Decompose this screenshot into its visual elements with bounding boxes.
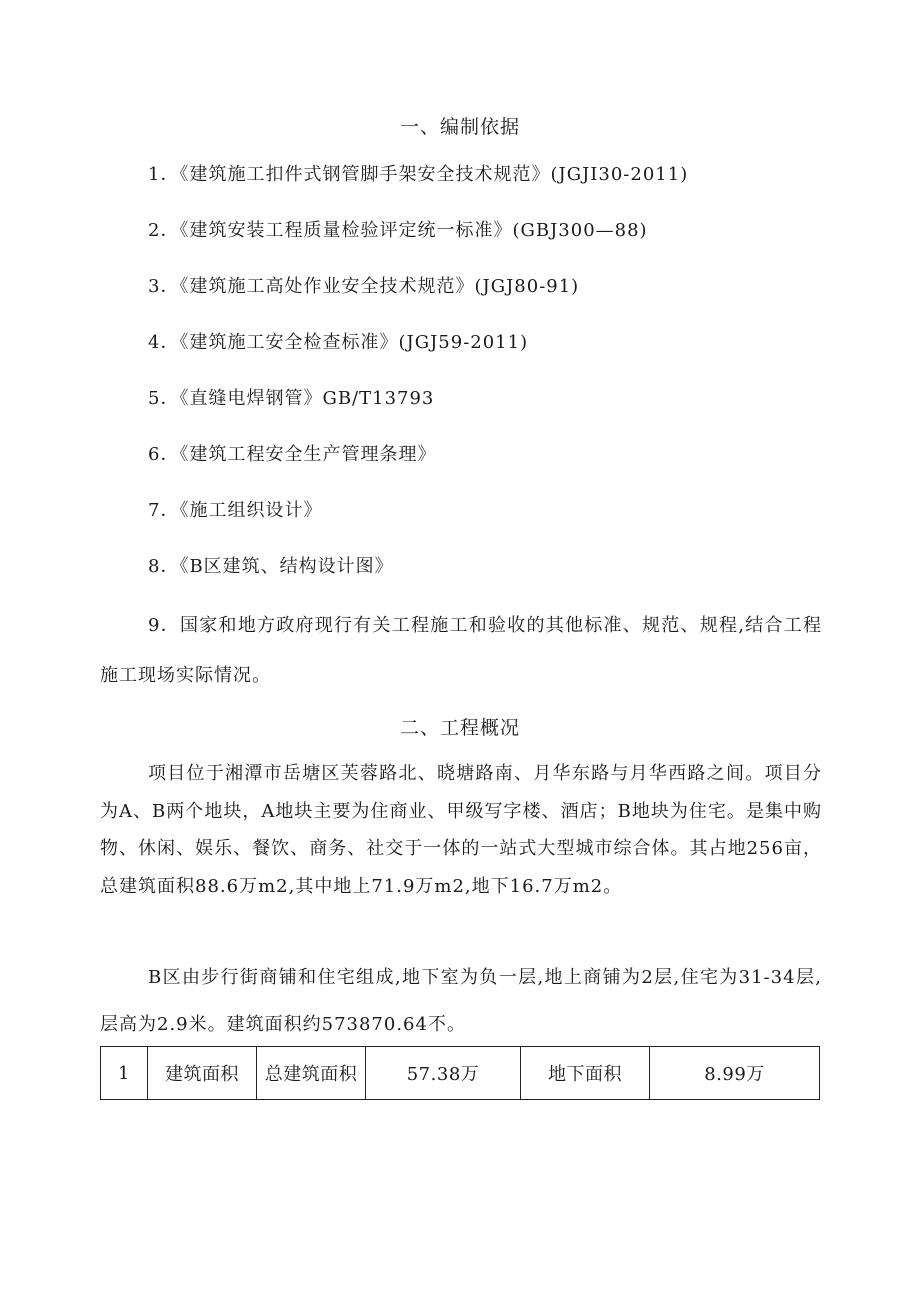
basis-item-6: 6．《建筑工程安全生产管理条理》 (148, 444, 437, 465)
basis-item-8: 8．《B区建筑、结构设计图》 (148, 556, 394, 577)
basis-item-1: 1．《建筑施工扣件式钢管脚手架安全技术规范》(JGJI30-2011) (148, 164, 689, 185)
basis-item-9: 9．国家和地方政府现行有关工程施工和验收的其他标准、规范、规程,结合工程施工现场实际情况。 (100, 615, 822, 686)
overview-paragraph-2: B区由步行街商铺和住宅组成,地下室为负一层,地上商铺为2层,住宅为31-34层,层高为2.9米。建筑面积约573870.64不。 (100, 967, 822, 1035)
area-table (100, 1046, 820, 1100)
table-cell-label: 建筑面积 (148, 1047, 257, 1100)
basis-item-2: 2．《建筑安装工程质量检验评定统一标准》(GBJ300—88) (148, 220, 648, 241)
table-cell-underground-label: 地下面积 (521, 1047, 650, 1100)
section-title-basis: 一、编制依据 (399, 116, 520, 138)
table-cell-underground-value: 8.99万 (650, 1047, 820, 1100)
basis-item-3: 3．《建筑施工高处作业安全技术规范》(JGJ80-91) (148, 276, 580, 297)
overview-paragraph-1: 项目位于湘潭市岳塘区芙蓉路北、晓塘路南、月华东路与月华西路之间。项目分为A、B两个地块，A地块主要为住商业、甲级写字楼、酒店；B地块为住宅。是集中购物、休闲、娱乐、餐饮、商务、社交于一体的一站式大型城市综合体。其占地256亩，总建筑面积88.6万m2,其中地上71.9万m2,地下16.7万m2。 (100, 763, 822, 897)
basis-item-7: 7．《施工组织设计》 (148, 500, 323, 521)
basis-item-5: 5．《直缝电焊钢管》GB/T13793 (148, 388, 435, 409)
table-row (101, 1047, 820, 1100)
table-cell-total-value: 57.38万 (366, 1047, 521, 1100)
basis-item-4: 4．《建筑施工安全检查标准》(JGJ59-2011) (148, 332, 529, 353)
table-cell-total-label: 总建筑面积 (257, 1047, 366, 1100)
section-title-overview: 二、工程概况 (399, 717, 520, 739)
table-cell-index: 1 (101, 1047, 148, 1100)
